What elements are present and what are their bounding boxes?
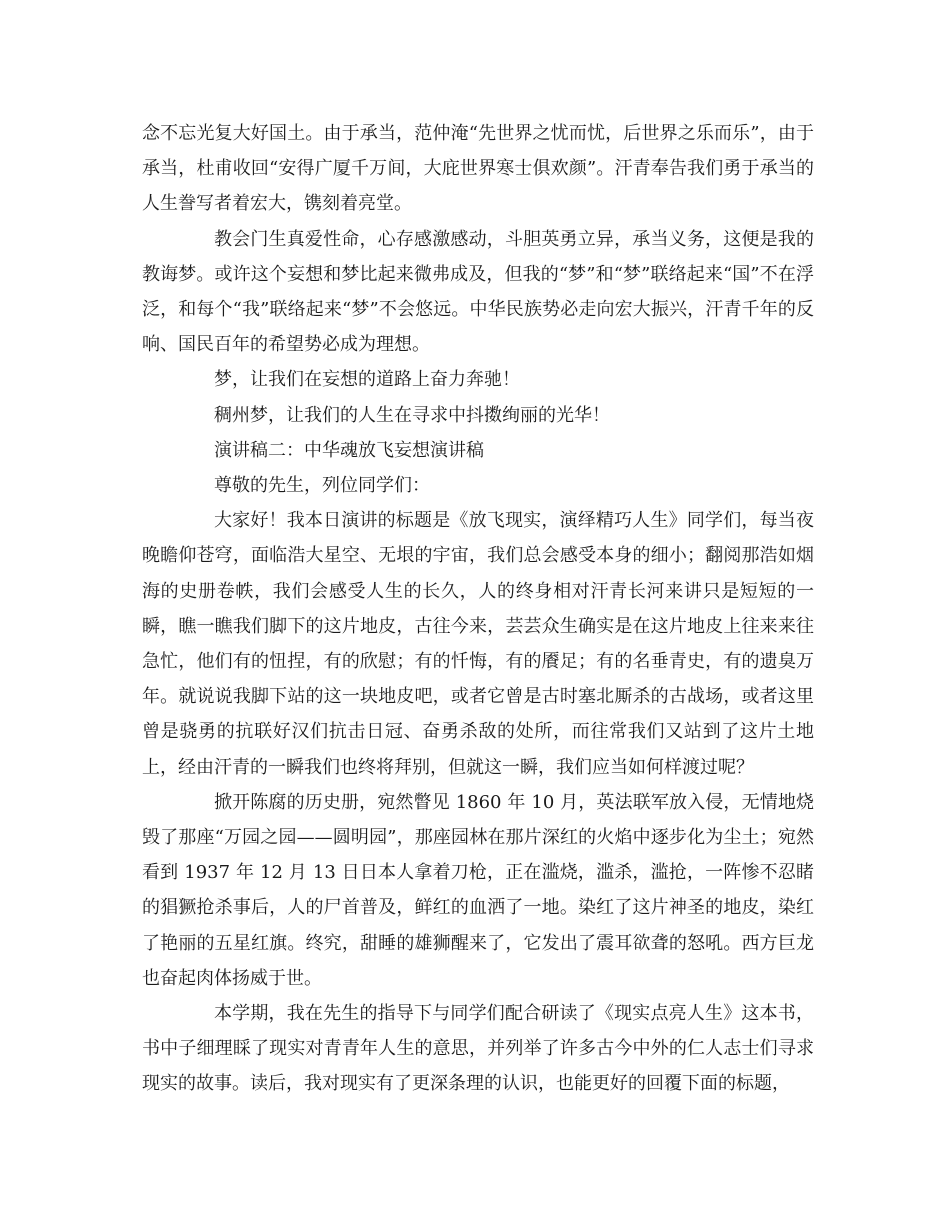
paragraph-4: 稠州梦，让我们的人生在寻求中抖擞绚丽的光华！	[214, 404, 610, 426]
document-body	[142, 116, 814, 1102]
paragraph-2: 教会门生真爱性命，心存感激感动，斗胆英勇立异，承当义务，这便是我的教诲梦。或许这个妄想和梦比起来微弗成及，但我的“梦”和“梦”联络起来“国”不在浮泛，和每个“我”联络起来“梦”不会悠远。中华民族势必走向宏大振兴，汗青千年的反响、国民百年的希望势必成为理想。	[142, 228, 814, 356]
paragraph-7: 大家好！我本日演讲的标题是《放飞现实，演绎精巧人生》同学们，每当夜晚瞻仰苍穹，面临浩大星空、无垠的宇宙，我们总会感受本身的细小；翻阅那浩如烟海的史册卷帙，我们会感受人生的长久，人的终身相对汗青长河来讲只是短短的一瞬，瞧一瞧我们脚下的这片地皮，古往今来，芸芸众生确实是在这片地皮上往来来往急忙，他们有的忸捏，有的欣慰；有的忏悔，有的餍足；有的名垂青史，有的遗臭万年。就说说我脚下站的这一块地皮吧，或者它曾是古时塞北厮杀的古战场，或者这里曾是骁勇的抗联好汉们抗击日冠、奋勇杀敌的处所，而往常我们又站到了这片土地上，经由汗青的一瞬我们也终将拜别，但就这一瞬，我们应当如何样渡过呢？	[142, 510, 814, 778]
salutation: 尊敬的先生，列位同学们：	[214, 475, 430, 497]
paragraph-9: 本学期，我在先生的指导下与同学们配合研读了《现实点亮人生》这本书，书中子细理睬了现实对青青年人生的意思，并列举了许多古今中外的仁人志士们寻求现实的故事。读后，我对现实有了更深条理的认识，也能更好的回覆下面的标题，	[142, 1003, 814, 1095]
paragraph-8: 掀开陈腐的历史册，宛然瞥见 1860 年 10 月，英法联军放入侵，无情地烧毁了那座“万园之园——圆明园”，那座园林在那片深红的火焰中逐步化为尘土；宛然看到 1937 年 12 月 13 日日本人拿着刀枪，正在滥烧，滥杀，滥抢，一阵惨不忍睹的猖獗抢杀事后，人的尸首普及，鲜红的血洒了一地。染红了这片神圣的地皮，染红了艳丽的五星红旗。终究，甜睡的雄狮醒来了，它发出了震耳欲聋的怒吼。西方巨龙也奋起肉体扬威于世。	[142, 791, 814, 989]
paragraph-1: 念不忘光复大好国土。由于承当，范仲淹“先世界之忧而忧，后世界之乐而乐”，由于承当，杜甫收回“安得广厦千万间，大庇世界寒士俱欢颜”。汗青奉告我们勇于承当的人生誊写者着宏大，镌刻着亮堂。	[142, 123, 814, 215]
paragraph-3: 梦，让我们在妄想的道路上奋力奔驰！	[214, 369, 520, 391]
section-heading: 演讲稿二：中华魂放飞妄想演讲稿	[214, 439, 484, 461]
